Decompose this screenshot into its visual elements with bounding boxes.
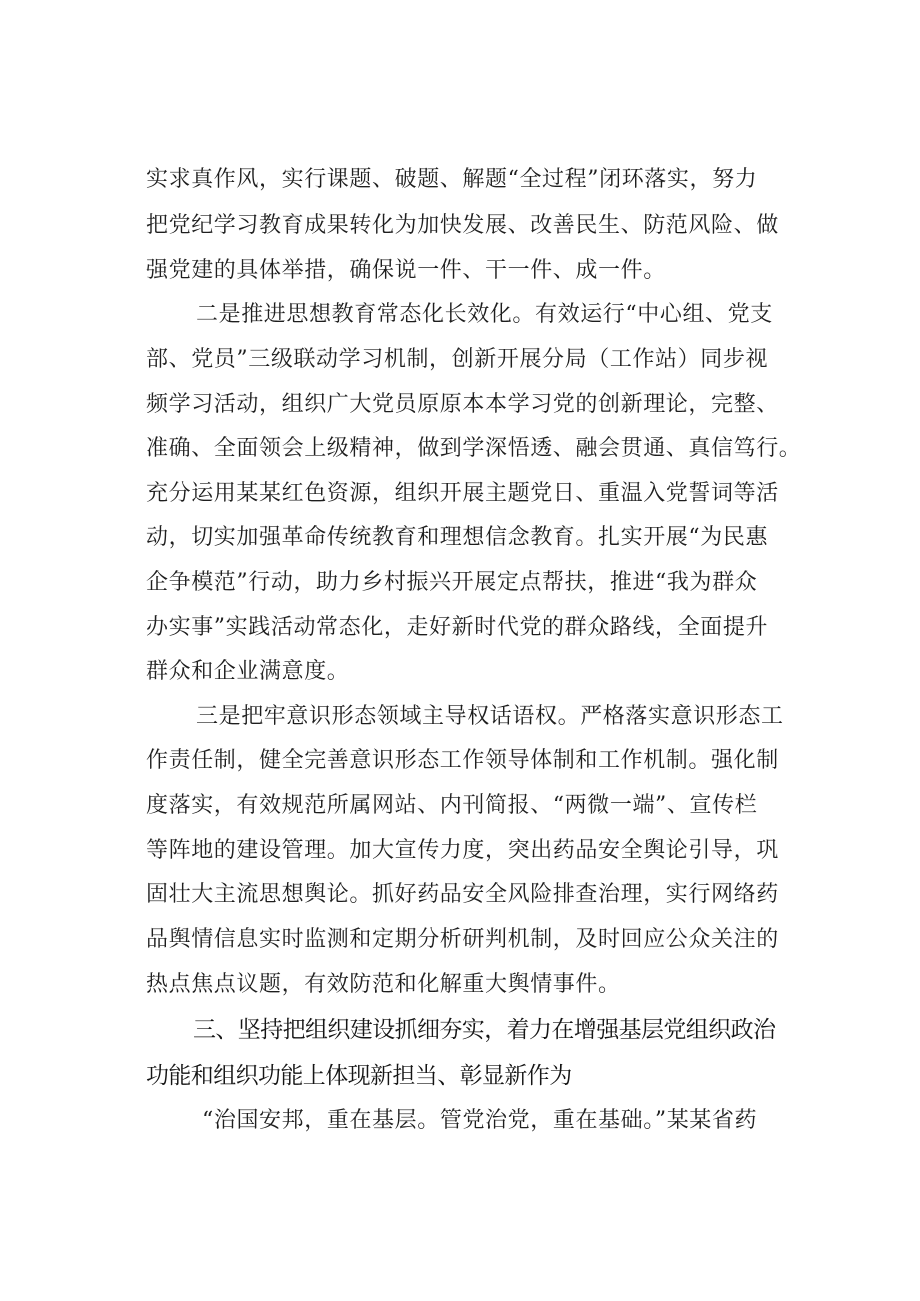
- text-line: 频学习活动，组织广大党员原原本本学习党的创新理论，完整、: [146, 392, 779, 417]
- heading-line: 三、坚持把组织建设抓细夯实，着力在增强基层党组织政治: [193, 1017, 776, 1043]
- text-line: 等阵地的建设管理。加大宣传力度，突出药品安全舆论引导，巩: [146, 838, 779, 863]
- text-line: 品舆情信息实时监测和定期分析研判机制，及时回应公众关注的: [146, 927, 779, 952]
- text-line: 部、党员”三级联动学习机制，创新开展分局（工作站）同步视: [146, 347, 769, 372]
- text-line: 强党建的具体举措，确保说一件、干一件、成一件。: [146, 258, 666, 283]
- heading-line: 功能和组织功能上体现新担当、彰显新作为: [146, 1063, 572, 1089]
- text-line: 度落实，有效规范所属网站、内刊简报、“两微一端”、宣传栏: [146, 793, 758, 818]
- text-line: 办实事”实践活动常态化，走好新时代党的群众路线，全面提升: [146, 615, 769, 640]
- text-line: 二是推进思想教育常态化长效化。有效运行“中心组、党支: [196, 302, 773, 327]
- text-line: 把党纪学习教育成果转化为加快发展、改善民生、防范风险、做: [146, 213, 779, 238]
- text-line: 动，切实加强革命传统教育和理想信念教育。扎实开展“为民惠: [146, 525, 769, 550]
- text-line: 实求真作风，实行课题、破题、解题“全过程”闭环落实，努力: [146, 167, 758, 192]
- text-line: 群众和企业满意度。: [146, 659, 350, 684]
- text-line: 固壮大主流思想舆论。抓好药品安全风险排查治理，实行网络药: [146, 882, 779, 907]
- text-line: 热点焦点议题，有效防范和化解重大舆情事件。: [146, 972, 621, 997]
- text-line: 三是把牢意识形态领域主导权话语权。严格落实意识形态工: [196, 704, 784, 729]
- text-line: 准确、全面领会上级精神，做到学深悟透、融会贯通、真信笃行。: [146, 436, 802, 461]
- text-line: 充分运用某某红色资源，组织开展主题党日、重温入党誓词等活: [146, 481, 779, 506]
- text-line: “治国安邦，重在基层。管党治党，重在基础。”某某省药: [202, 1108, 758, 1133]
- text-line: 作责任制，健全完善意识形态工作领导体制和工作机制。强化制: [146, 748, 779, 773]
- text-line: 企争模范”行动，助力乡村振兴开展定点帮扶，推进“我为群众: [146, 570, 758, 595]
